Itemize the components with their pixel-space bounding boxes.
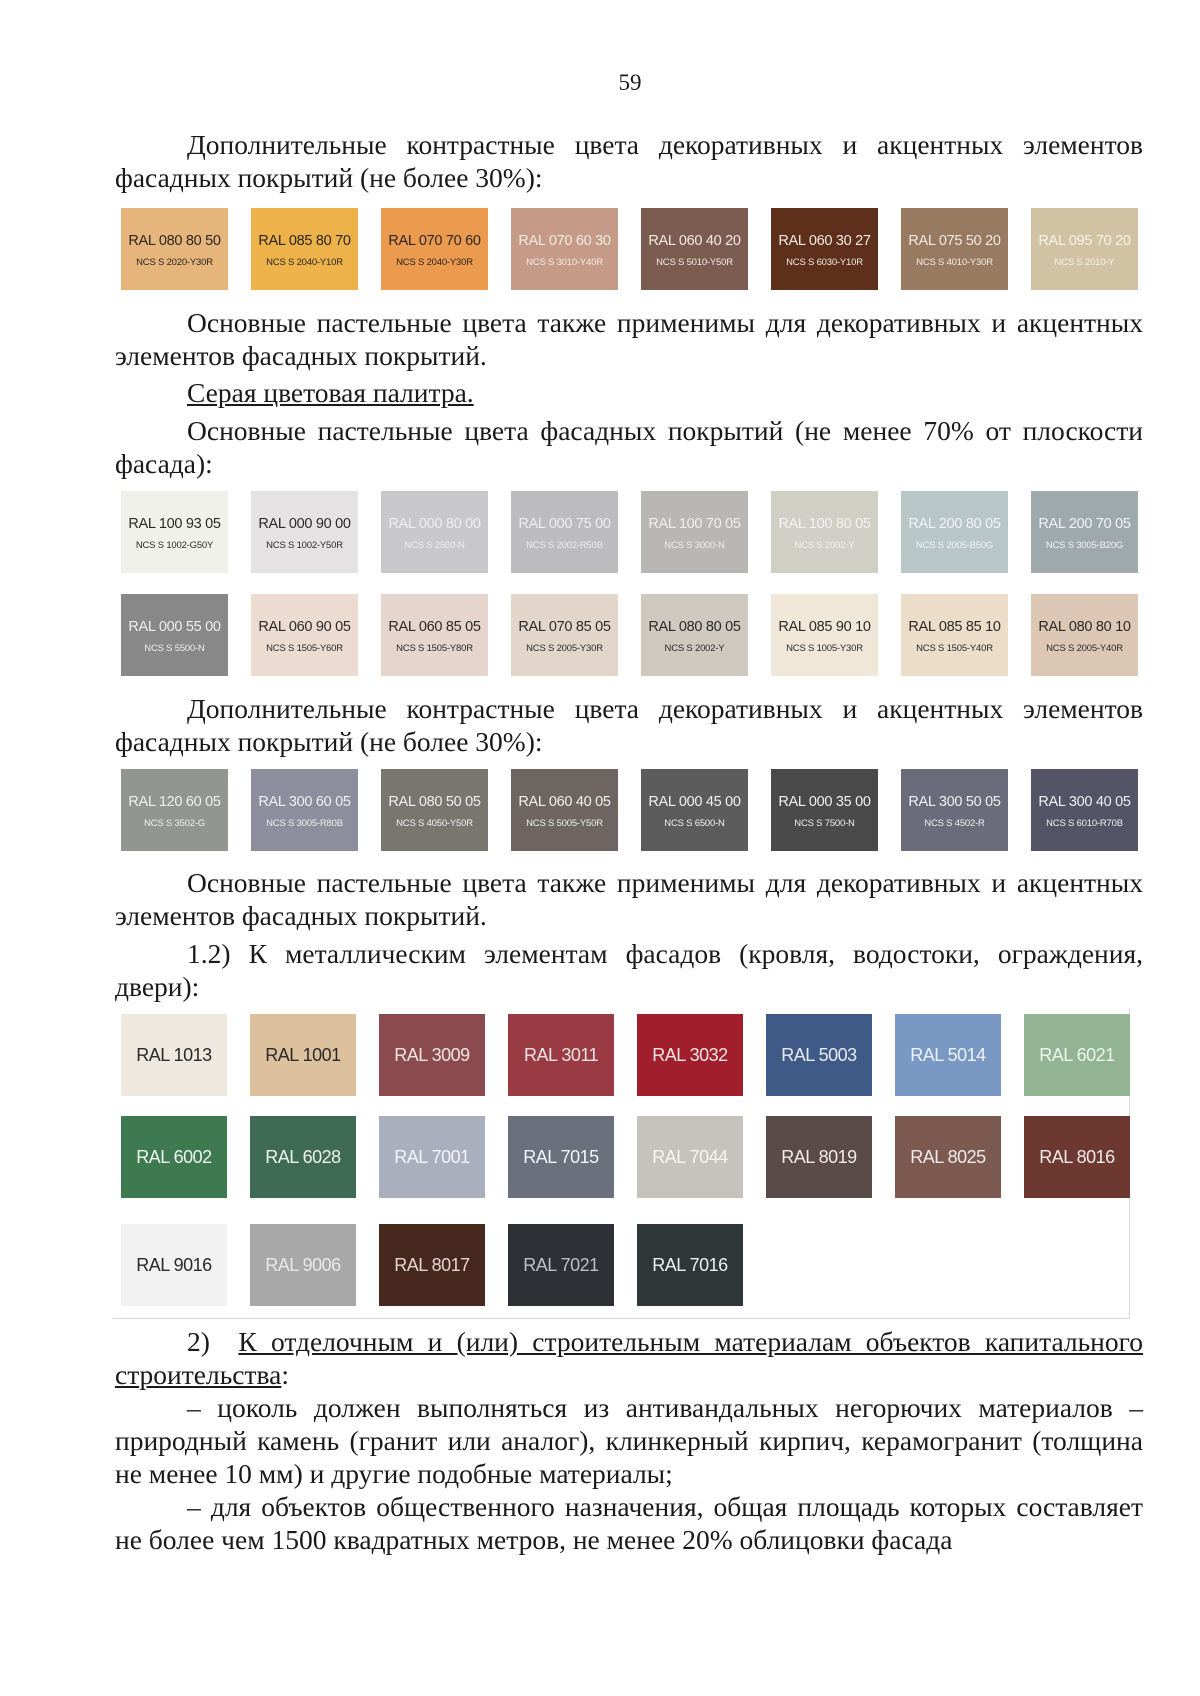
swatch-ral-code: RAL 8019 — [781, 1146, 857, 1167]
color-swatch — [121, 1116, 227, 1198]
swatch-ral-code: RAL 080 80 05 — [648, 619, 741, 635]
swatch-ncs-code: NCS S 2002-R50B — [526, 540, 603, 551]
color-swatch — [901, 594, 1008, 676]
swatch-ral-code: RAL 070 70 60 — [388, 233, 481, 249]
color-swatch — [1031, 769, 1138, 851]
color-swatch — [511, 208, 618, 290]
paragraph-pastel-applicable-1: Основные пастельные цвета также применимы для декоративных и акцентных элементов фасадных покрытий. — [115, 307, 1143, 371]
color-swatch — [508, 1224, 614, 1306]
color-swatch — [1031, 594, 1138, 676]
color-swatch — [637, 1224, 743, 1306]
swatch-ncs-code: NCS S 5005-Y50R — [526, 818, 603, 829]
swatch-ral-code: RAL 000 75 00 — [518, 516, 611, 532]
color-swatch — [381, 208, 488, 290]
swatch-ncs-code: NCS S 2005-B50G — [915, 540, 994, 551]
swatch-ral-code: RAL 060 85 05 — [388, 619, 481, 635]
swatch-ncs-code: NCS S 2040-Y10R — [266, 257, 343, 268]
swatch-ral-code: RAL 6028 — [265, 1146, 341, 1167]
swatch-row-contrast-warm — [121, 208, 1138, 290]
color-swatch — [251, 491, 358, 573]
color-swatch — [771, 769, 878, 851]
color-swatch — [641, 594, 748, 676]
swatch-ncs-code: NCS S 3010-Y40R — [526, 257, 603, 268]
swatch-ral-code: RAL 7044 — [652, 1146, 728, 1167]
swatch-ral-code: RAL 075 50 20 — [908, 233, 1001, 249]
swatch-ral-code: RAL 000 80 00 — [388, 516, 481, 532]
swatch-ral-code: RAL 000 55 00 — [128, 619, 221, 635]
swatch-ral-code: RAL 080 80 10 — [1038, 619, 1131, 635]
color-swatch — [508, 1014, 614, 1096]
heading-gray-palette: Серая цветовая палитра. — [187, 377, 474, 408]
swatch-ral-code: RAL 060 40 20 — [648, 233, 741, 249]
swatch-ncs-code: NCS S 5500-N — [144, 643, 205, 654]
color-swatch — [121, 1224, 227, 1306]
color-swatch — [250, 1014, 356, 1096]
bullet-public-buildings: – для объектов общественного назначения, общая площадь которых составляет не более чем 1500 квадратных метров, не менее 20% облицовки фасада — [115, 1491, 1143, 1555]
swatch-ral-code: RAL 300 50 05 — [908, 794, 1001, 810]
section-2-title: К отделочным и (или) строительным материалам объектов капитального строительства — [115, 1326, 1143, 1390]
swatch-row-gray-pastel-1 — [121, 491, 1138, 573]
section-2-heading — [115, 1325, 1143, 1391]
color-swatch — [1024, 1116, 1130, 1198]
color-swatch — [508, 1116, 614, 1198]
swatch-ral-code: RAL 085 85 10 — [908, 619, 1001, 635]
swatch-ncs-code: NCS S 4502-R — [924, 818, 985, 829]
swatch-ncs-code: NCS S 4050-Y50R — [396, 818, 473, 829]
swatch-ncs-code: NCS S 2500-N — [404, 540, 465, 551]
color-swatch — [637, 1014, 743, 1096]
swatch-ral-code: RAL 080 50 05 — [388, 794, 481, 810]
color-swatch — [1031, 491, 1138, 573]
swatch-row-gray-contrast — [121, 769, 1138, 851]
paragraph-gray-contrast: Дополнительные контрастные цвета декоративных и акцентных элементов фасадных покрытий (не более 30%): — [115, 693, 1143, 757]
color-swatch — [511, 594, 618, 676]
color-swatch — [121, 769, 228, 851]
swatch-ral-code: RAL 000 35 00 — [778, 794, 871, 810]
paragraph-contrast-warm: Дополнительные контрастные цвета декоративных и акцентных элементов фасадных покрытий (не более 30%): — [115, 129, 1143, 193]
bullet-plinth: – цоколь должен выполняться из антивандальных негорючих материалов – природный камень (гранит или аналог), клинкерный кирпич, керамогранит (толщина не менее 10 мм) и другие подобные материалы; — [115, 1392, 1143, 1489]
swatch-ncs-code: NCS S 3000-N — [664, 540, 725, 551]
swatch-ncs-code: NCS S 7500-N — [794, 818, 855, 829]
swatch-ral-code: RAL 8017 — [394, 1254, 470, 1275]
swatch-ral-code: RAL 3032 — [652, 1044, 728, 1065]
color-swatch — [641, 769, 748, 851]
swatch-ral-code: RAL 6002 — [136, 1146, 212, 1167]
color-swatch — [766, 1116, 872, 1198]
swatch-ral-code: RAL 7001 — [394, 1146, 470, 1167]
color-swatch — [379, 1224, 485, 1306]
color-swatch — [250, 1224, 356, 1306]
swatch-ral-code: RAL 120 60 05 — [128, 794, 221, 810]
swatch-ral-code: RAL 5014 — [910, 1044, 986, 1065]
swatch-ncs-code: NCS S 2002-Y — [794, 540, 855, 551]
color-swatch — [121, 594, 228, 676]
color-swatch — [511, 491, 618, 573]
swatch-ncs-code: NCS S 1505-Y40R — [916, 643, 993, 654]
color-swatch — [901, 769, 1008, 851]
color-swatch — [1031, 208, 1138, 290]
swatch-ncs-code: NCS S 3005-R80B — [266, 818, 343, 829]
swatch-ral-code: RAL 095 70 20 — [1038, 233, 1131, 249]
color-swatch — [901, 208, 1008, 290]
swatch-ncs-code: NCS S 1505-Y60R — [266, 643, 343, 654]
swatch-ncs-code: NCS S 5010-Y50R — [656, 257, 733, 268]
metal-swatch-panel — [113, 1008, 1130, 1319]
color-swatch — [641, 208, 748, 290]
swatch-ncs-code: NCS S 2005-Y40R — [1046, 643, 1123, 654]
swatch-ral-code: RAL 300 60 05 — [258, 794, 351, 810]
swatch-ral-code: RAL 9016 — [136, 1254, 212, 1275]
swatch-ral-code: RAL 070 85 05 — [518, 619, 611, 635]
swatch-ncs-code: NCS S 1005-Y30R — [786, 643, 863, 654]
swatch-ral-code: RAL 1013 — [136, 1044, 212, 1065]
swatch-row-metal-1 — [121, 1014, 1130, 1096]
paragraph-gray-pastel: Основные пастельные цвета фасадных покрытий (не менее 70% от плоскости фасада): — [115, 415, 1143, 479]
swatch-ral-code: RAL 3009 — [394, 1044, 470, 1065]
swatch-ncs-code: NCS S 2002-Y — [664, 643, 725, 654]
swatch-ncs-code: NCS S 6010-R70B — [1046, 818, 1123, 829]
swatch-ral-code: RAL 8016 — [1039, 1146, 1115, 1167]
swatch-ral-code: RAL 6021 — [1039, 1044, 1115, 1065]
color-swatch — [771, 594, 878, 676]
swatch-ral-code: RAL 8025 — [910, 1146, 986, 1167]
swatch-ral-code: RAL 000 90 00 — [258, 516, 351, 532]
color-swatch — [901, 491, 1008, 573]
color-swatch — [250, 1116, 356, 1198]
swatch-ncs-code: NCS S 1002-Y50R — [266, 540, 343, 551]
swatch-ncs-code: NCS S 6030-Y10R — [786, 257, 863, 268]
color-swatch — [381, 491, 488, 573]
color-swatch — [511, 769, 618, 851]
swatch-ral-code: RAL 060 30 27 — [778, 233, 871, 249]
swatch-ncs-code: NCS S 6500-N — [664, 818, 725, 829]
swatch-ral-code: RAL 070 60 30 — [518, 233, 611, 249]
swatch-ral-code: RAL 085 90 10 — [778, 619, 871, 635]
color-swatch — [251, 208, 358, 290]
swatch-ncs-code: NCS S 2010-Y — [1054, 257, 1115, 268]
color-swatch — [251, 769, 358, 851]
color-swatch — [379, 1116, 485, 1198]
swatch-ral-code: RAL 085 80 70 — [258, 233, 351, 249]
color-swatch — [637, 1116, 743, 1198]
color-swatch — [766, 1014, 872, 1096]
color-swatch — [121, 491, 228, 573]
swatch-ncs-code: NCS S 3005-B20G — [1045, 540, 1124, 551]
swatch-ncs-code: NCS S 1505-Y80R — [396, 643, 473, 654]
swatch-ral-code: RAL 300 40 05 — [1038, 794, 1131, 810]
color-swatch — [379, 1014, 485, 1096]
color-swatch — [1024, 1014, 1130, 1096]
swatch-ral-code: RAL 200 80 05 — [908, 516, 1001, 532]
swatch-ral-code: RAL 100 70 05 — [648, 516, 741, 532]
color-swatch — [895, 1014, 1001, 1096]
swatch-ral-code: RAL 1001 — [265, 1044, 341, 1065]
swatch-ral-code: RAL 100 93 05 — [128, 516, 221, 532]
swatch-ral-code: RAL 200 70 05 — [1038, 516, 1131, 532]
color-swatch — [381, 594, 488, 676]
swatch-ral-code: RAL 5003 — [781, 1044, 857, 1065]
color-swatch — [251, 594, 358, 676]
swatch-ral-code: RAL 060 40 05 — [518, 794, 611, 810]
color-swatch — [771, 491, 878, 573]
swatch-ral-code: RAL 080 80 50 — [128, 233, 221, 249]
swatch-ncs-code: NCS S 1002-G50Y — [135, 540, 214, 551]
color-swatch — [895, 1116, 1001, 1198]
swatch-ral-code: RAL 3011 — [523, 1044, 599, 1065]
swatch-ral-code: RAL 000 45 00 — [648, 794, 741, 810]
color-swatch — [121, 208, 228, 290]
swatch-ncs-code: NCS S 2040-Y30R — [396, 257, 473, 268]
page-number: 59 — [618, 70, 642, 95]
swatch-ral-code: RAL 7016 — [652, 1254, 728, 1275]
swatch-row-metal-3 — [121, 1224, 743, 1306]
swatch-ncs-code: NCS S 2020-Y30R — [136, 257, 213, 268]
color-swatch — [641, 491, 748, 573]
section-2-colon: : — [281, 1359, 289, 1390]
swatch-ncs-code: NCS S 4010-Y30R — [916, 257, 993, 268]
swatch-row-metal-2 — [121, 1116, 1130, 1198]
swatch-ral-code: RAL 060 90 05 — [258, 619, 351, 635]
swatch-row-gray-pastel-2 — [121, 594, 1138, 676]
color-swatch — [381, 769, 488, 851]
color-swatch — [771, 208, 878, 290]
paragraph-metal-elements: 1.2) К металлическим элементам фасадов (кровля, водостоки, ограждения, двери): — [115, 938, 1143, 1002]
swatch-ncs-code: NCS S 3502-G — [144, 818, 205, 829]
swatch-ral-code: RAL 7015 — [523, 1146, 599, 1167]
swatch-ral-code: RAL 100 80 05 — [778, 516, 871, 532]
paragraph-pastel-applicable-2: Основные пастельные цвета также применимы для декоративных и акцентных элементов фасадных покрытий. — [115, 867, 1143, 931]
swatch-ral-code: RAL 9006 — [265, 1254, 341, 1275]
swatch-ral-code: RAL 7021 — [523, 1254, 599, 1275]
swatch-ncs-code: NCS S 2005-Y30R — [526, 643, 603, 654]
section-2-number: 2) — [187, 1326, 210, 1357]
color-swatch — [121, 1014, 227, 1096]
